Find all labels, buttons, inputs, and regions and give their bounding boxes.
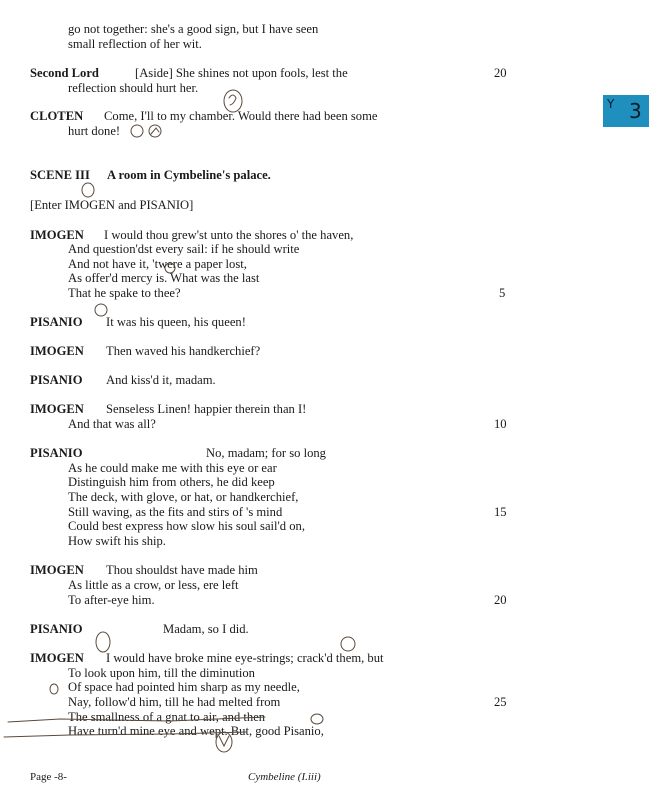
- speaker-name: Second Lord: [30, 66, 99, 80]
- line-number: 20: [494, 66, 507, 80]
- text-line: And that was all?: [68, 417, 156, 431]
- text-line: Senseless Linen! happier therein than I!: [106, 402, 307, 416]
- circled-mark-icon: [311, 714, 323, 724]
- circled-mark-icon: [96, 632, 110, 652]
- text-line: Come, I'll to my chamber. Would there had been some: [104, 109, 378, 123]
- text-line: That he spake to thee?: [68, 286, 181, 300]
- scene-number: SCENE III: [30, 168, 90, 182]
- pencil-tick-icon: [151, 128, 159, 134]
- page-tab-marker: [603, 95, 649, 127]
- line-number: 5: [499, 286, 506, 300]
- text-line: Have turn'd mine eye and wept. But, good Pisanio,: [68, 724, 324, 738]
- text-line: No, madam; for so long: [206, 446, 326, 460]
- text-line: Thou shouldst have made him: [106, 563, 258, 577]
- text-line: And kiss'd it, madam.: [106, 373, 216, 387]
- speaker-name: PISANIO: [30, 315, 83, 329]
- text-line: Nay, follow'd him, till he had melted from: [68, 695, 281, 709]
- text-line: The smallness of a gnat to air, and then: [68, 710, 266, 724]
- text-line: hurt done!: [68, 124, 121, 138]
- circled-mark-icon: [82, 183, 94, 197]
- text-line: I would thou grew'st unto the shores o' the haven,: [104, 228, 354, 242]
- text-line: As he could make me with this eye or ear: [68, 461, 277, 475]
- tab-letter: Y: [607, 97, 615, 111]
- text-line: How swift his ship.: [68, 534, 166, 548]
- text-line: As offer'd mercy is. What was the last: [68, 271, 260, 285]
- text-line: To look upon him, till the diminution: [68, 666, 255, 680]
- text-line: To after-eye him.: [68, 593, 155, 607]
- text-line: Then waved his handkerchief?: [106, 344, 261, 358]
- speaker-name: IMOGEN: [30, 344, 84, 358]
- text-line: reflection should hurt her.: [68, 81, 199, 95]
- text-line: And not have it, 'twere a paper lost,: [68, 257, 247, 271]
- scene-title: A room in Cymbeline's palace.: [107, 168, 271, 182]
- text-line: As little as a crow, or less, ere left: [68, 578, 239, 592]
- line-number: 20: [494, 593, 507, 607]
- speaker-name: IMOGEN: [30, 402, 84, 416]
- line-number: 10: [494, 417, 507, 431]
- stage-direction: [Enter IMOGEN and PISANIO]: [30, 198, 194, 212]
- text-line: And question'dst every sail: if he should write: [68, 242, 300, 256]
- text-line: Of space had pointed him sharp as my needle,: [68, 680, 300, 694]
- page-running-title: Cymbeline (I.iii): [248, 771, 321, 783]
- pencil-digit-icon: [229, 95, 236, 105]
- text-line: Could best express how slow his soul sail'd on,: [68, 519, 305, 533]
- text-line: small reflection of her wit.: [68, 37, 202, 51]
- text-line: The deck, with glove, or hat, or handkerchief,: [68, 490, 299, 504]
- circled-mark-icon: [50, 684, 58, 694]
- circled-mark-icon: [131, 125, 143, 137]
- circled-mark-icon: [341, 637, 355, 651]
- speaker-name: CLOTEN: [30, 109, 84, 123]
- line-number: 15: [494, 505, 507, 519]
- speaker-name: PISANIO: [30, 622, 83, 636]
- tab-number: 3: [629, 99, 642, 123]
- speaker-name: IMOGEN: [30, 563, 84, 577]
- speaker-name: IMOGEN: [30, 228, 84, 242]
- circled-mark-icon: [149, 125, 161, 137]
- text-line: It was his queen, his queen!: [106, 315, 246, 329]
- text-line: I would have broke mine eye-strings; crack'd them, but: [106, 651, 384, 665]
- speaker-name: PISANIO: [30, 373, 83, 387]
- text-line: [Aside] She shines not upon fools, lest the: [135, 66, 348, 80]
- page-number: Page -8-: [30, 771, 67, 783]
- text-line: Still waving, as the fits and stirs of 's mind: [68, 505, 283, 519]
- text-line: Distinguish him from others, he did keep: [68, 475, 275, 489]
- text-line: Madam, so I did.: [163, 622, 249, 636]
- speaker-name: PISANIO: [30, 446, 83, 460]
- line-number: 25: [494, 695, 507, 709]
- text-line: go not together: she's a good sign, but I have seen: [68, 22, 319, 36]
- speaker-name: IMOGEN: [30, 651, 84, 665]
